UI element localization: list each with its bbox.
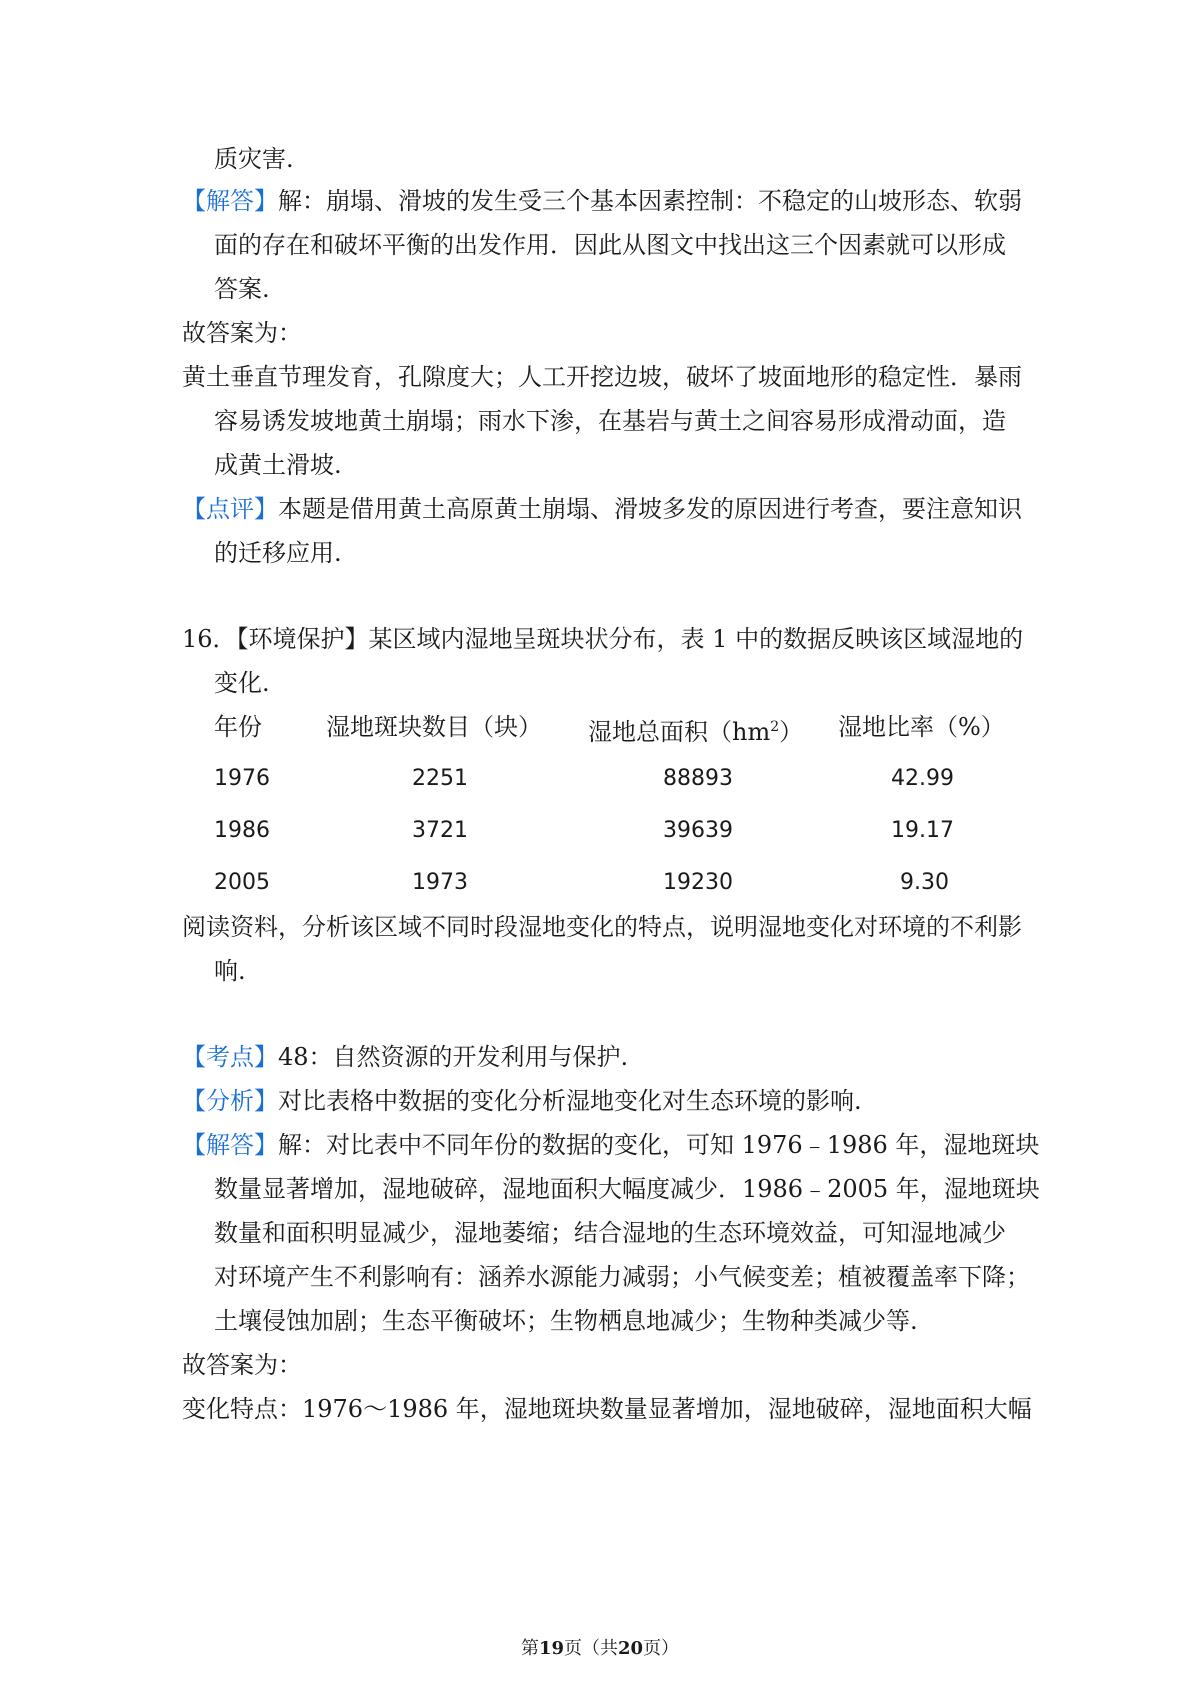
table-cell: 39639 (663, 818, 733, 843)
text-line: 答案. (214, 275, 270, 303)
answer-paragraph (182, 184, 1022, 218)
table-cell: 19.17 (891, 818, 954, 843)
fenxi-text: 对比表格中数据的变化分析湿地变化对生态环境的影响. (278, 1087, 862, 1115)
jieda-text: 解：对比表中不同年份的数据的变化，可知 1976﹣1986 年，湿地斑块 (278, 1131, 1040, 1159)
therefore-label: 故答案为： (182, 319, 302, 347)
text-line: 的迁移应用. (214, 539, 342, 567)
table-header-area (588, 712, 803, 747)
table-cell: 2005 (214, 870, 270, 895)
page-footer (0, 1637, 1200, 1661)
text-line: 阅读资料，分析该区域不同时段湿地变化的特点，说明湿地变化对环境的不利影 (182, 913, 1022, 941)
table-header-rate: 湿地比率（%） (838, 713, 1005, 741)
table-cell: 19230 (663, 870, 733, 895)
table-header-area-sup: 2 (770, 719, 780, 735)
text-line: 容易诱发坡地黄土崩塌；雨水下渗，在基岩与黄土之间容易形成滑动面，造 (214, 407, 1006, 435)
table-cell: 9.30 (900, 870, 949, 895)
kaodian-text: 48：自然资源的开发利用与保护. (278, 1043, 629, 1071)
footer-page: 19 (538, 1638, 564, 1659)
kaodian-tag: 【考点】 (182, 1043, 278, 1071)
table-cell: 42.99 (891, 766, 954, 791)
table-header-count: 湿地斑块数目（块） (326, 713, 542, 741)
table-cell: 2251 (412, 766, 468, 791)
text-line: 成黄土滑坡. (214, 451, 342, 479)
text-line: 数量和面积明显减少，湿地萎缩；结合湿地的生态环境效益，可知湿地减少 (214, 1219, 1006, 1247)
footer-mid: 页（共 (564, 1638, 618, 1659)
footer-post: 页） (643, 1638, 680, 1659)
table-header-area-text: 湿地总面积（hm (588, 718, 771, 746)
table-cell: 1986 (214, 818, 270, 843)
answer-tag: 【解答】 (182, 187, 278, 215)
answer-paragraph (182, 1128, 1039, 1162)
comment-text: 本题是借用黄土高原黄土崩塌、滑坡多发的原因进行考查，要注意知识 (278, 495, 1022, 523)
footer-pre: 第 (520, 1638, 539, 1659)
text-line: 数量显著增加，湿地破碎，湿地面积大幅度减少．1986﹣2005 年，湿地斑块 (214, 1175, 1040, 1203)
footer-total: 20 (618, 1638, 644, 1659)
table-header-area-close: ） (779, 718, 804, 746)
table-cell: 1976 (214, 766, 270, 791)
comment-paragraph (182, 492, 1022, 526)
table-cell: 3721 (412, 818, 468, 843)
text-line: 黄土垂直节理发育，孔隙度大；人工开挖边坡，破坏了坡面地形的稳定性．暴雨 (182, 363, 1022, 391)
answer-text: 解：崩塌、滑坡的发生受三个基本因素控制：不稳定的山坡形态、软弱 (278, 187, 1022, 215)
table-cell: 1973 (412, 870, 468, 895)
text-line: 变化. (214, 669, 270, 697)
comment-tag: 【点评】 (182, 495, 278, 523)
text-line: 土壤侵蚀加剧；生态平衡破坏；生物栖息地减少；生物种类减少等. (214, 1307, 918, 1335)
text-line: 面的存在和破坏平衡的出发作用．因此从图文中找出这三个因素就可以形成 (214, 231, 1006, 259)
question-number: 16． (182, 625, 237, 653)
text-line: 响. (214, 957, 246, 985)
fenxi-tag: 【分析】 (182, 1087, 278, 1115)
analysis (182, 1084, 862, 1118)
text-line: 对环境产生不利影响有：涵养水源能力减弱；小气候变差；植被覆盖率下降； (214, 1263, 1030, 1291)
question-text: 某区域内湿地呈斑块状分布，表 1 中的数据反映该区域湿地的 (368, 625, 1024, 653)
knowledge-point (182, 1040, 628, 1074)
text-line: 变化特点：1976～1986 年，湿地斑块数量显著增加，湿地破碎，湿地面积大幅 (182, 1395, 1032, 1423)
therefore-label: 故答案为： (182, 1351, 302, 1379)
jieda-tag: 【解答】 (182, 1131, 278, 1159)
table-cell: 88893 (663, 766, 733, 791)
question-16 (182, 622, 1023, 656)
text-line: 质灾害. (214, 145, 294, 173)
table-header-year: 年份 (214, 713, 262, 741)
question-topic: 【环境保护】 (236, 625, 369, 653)
